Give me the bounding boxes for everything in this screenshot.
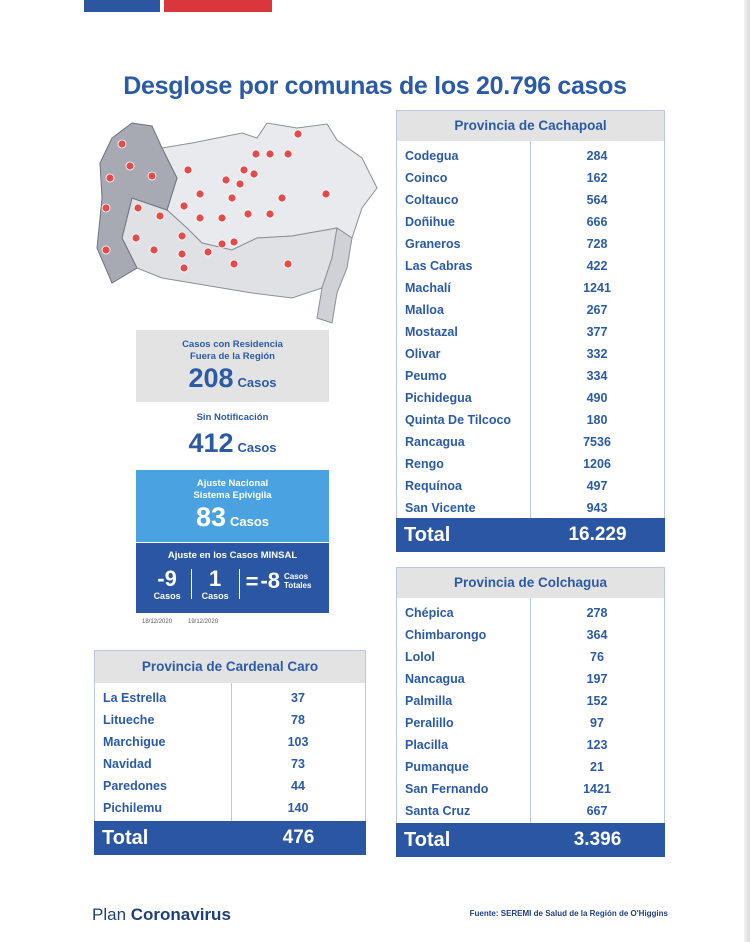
map-pin [118, 140, 126, 148]
map-pin [278, 194, 286, 202]
map-pin [222, 176, 230, 184]
table-cell-name: Olivar [405, 347, 441, 361]
table-cell-value: 564 [586, 193, 608, 207]
ajuste-minsal-divider [191, 569, 192, 599]
map-pin [156, 212, 164, 220]
table-colchagua-total [396, 823, 665, 857]
page-title: Desglose por comunas de los 20.796 casos [123, 72, 627, 100]
table-cachapoal-total [396, 518, 665, 552]
table-cell-name: Litueche [103, 713, 155, 727]
table-cell-name: Chimbarongo [405, 628, 487, 642]
ajuste-minsal-total-value: -8 [260, 568, 281, 593]
table-divider [530, 141, 531, 519]
map-pin [252, 150, 260, 158]
map-pin [218, 214, 226, 222]
table-cell-name: Chépica [405, 606, 454, 620]
table-cell-value: 267 [586, 303, 608, 317]
table-cell-value: 1421 [583, 782, 611, 796]
table-cell-name: San Fernando [405, 782, 489, 796]
ajuste-minsal-b-value: 1 [208, 566, 222, 591]
table-cell-value: 76 [590, 650, 604, 664]
map-pin [196, 214, 204, 222]
table-divider [231, 683, 232, 823]
table-total-value: 16.229 [568, 524, 627, 545]
map-pin [102, 246, 110, 254]
map-pin [148, 172, 156, 180]
table-cell-value: 422 [586, 259, 608, 273]
map-pin [102, 204, 110, 212]
table-row [95, 797, 365, 819]
table-cell-value: 278 [586, 606, 608, 620]
table-cell-value: 180 [586, 413, 608, 427]
map-pin [284, 150, 292, 158]
footer-plan-bold: Coronavirus [130, 905, 231, 924]
table-colchagua-title: Provincia de Colchagua [397, 568, 664, 598]
footer-plan [92, 905, 231, 925]
table-cell-value: 7536 [583, 435, 611, 449]
top-bar-blue [84, 0, 160, 12]
ajuste-nacional-value: 83 [195, 502, 226, 532]
fuera-region-label-1: Casos con Residencia [182, 339, 283, 350]
map-pin [204, 248, 212, 256]
table-cell-name: Doñihue [405, 215, 455, 229]
map-pin [132, 234, 140, 242]
ajuste-minsal-b [202, 567, 229, 601]
map-pin [178, 232, 186, 240]
sin-notificacion-label: Sin Notificación [196, 412, 269, 423]
table-cell-value: 1206 [583, 457, 611, 471]
table-row [95, 775, 365, 797]
ajuste-minsal-b-date: 19/12/2020 [188, 619, 219, 625]
table-cell-name: Quinta De Tilcoco [405, 413, 512, 427]
ajuste-nacional-label-2: Sistema Epivigila [193, 490, 272, 501]
sin-notificacion-box [136, 406, 329, 466]
table-row [95, 753, 365, 775]
table-total-value: 476 [282, 827, 315, 848]
ajuste-minsal-equals: = [245, 569, 259, 594]
table-cell-value: 97 [590, 716, 604, 730]
map-pin [230, 238, 238, 246]
map-pin [284, 260, 292, 268]
table-cell-value: 78 [291, 713, 305, 727]
table-cell-name: Coltauco [405, 193, 459, 207]
table-cell-name: Peralillo [405, 716, 454, 730]
table-cardenal-caro [94, 650, 366, 855]
ajuste-nacional-label-1: Ajuste Nacional [196, 478, 269, 489]
sin-notificacion-value: 412 [188, 428, 234, 458]
table-cell-value: 140 [287, 801, 309, 815]
map-pin [322, 190, 330, 198]
ajuste-minsal-label: Ajuste en los Casos MINSAL [167, 550, 298, 561]
table-cell-name: Rengo [405, 457, 444, 471]
ajuste-minsal-box [136, 543, 329, 613]
table-cell-name: Lolol [405, 650, 435, 664]
table-cell-name: Coinco [405, 171, 448, 185]
fuera-region-value: 208 [188, 363, 234, 393]
table-cell-name: Paredones [103, 779, 167, 793]
table-row [95, 731, 365, 753]
footer-source: Fuente: SEREMI de Salud de la Región de O'Higgins [469, 909, 668, 918]
table-cell-name: Requínoa [405, 479, 462, 493]
footer-plan-prefix: Plan [92, 905, 127, 924]
table-cell-name: Pichilemu [103, 801, 163, 815]
table-cell-name: Pumanque [405, 760, 469, 774]
table-cell-value: 44 [291, 779, 305, 793]
map-pin [218, 240, 226, 248]
ajuste-minsal-total-unit [284, 572, 311, 590]
table-total-label: Total [404, 523, 451, 546]
table-colchagua [396, 567, 665, 857]
table-cell-name: Santa Cruz [405, 804, 471, 818]
map-pin [150, 246, 158, 254]
ajuste-nacional-box [136, 470, 329, 542]
table-cell-name: San Vicente [405, 501, 476, 515]
table-cell-name: Placilla [405, 738, 449, 752]
table-cell-name: Mostazal [405, 325, 458, 339]
table-cell-value: 152 [586, 694, 608, 708]
table-cell-name: Codegua [405, 149, 459, 163]
table-cell-value: 728 [586, 237, 608, 251]
map-pin [228, 194, 236, 202]
top-bar-red [164, 0, 272, 12]
table-cachapoal-title: Provincia de Cachapoal [397, 111, 664, 141]
table-cell-value: 943 [586, 501, 608, 515]
table-total-label: Total [102, 826, 149, 849]
table-row [95, 687, 365, 709]
ajuste-minsal-b-unit: Casos [201, 591, 229, 601]
table-cell-name: Las Cabras [405, 259, 473, 273]
table-cell-value: 332 [586, 347, 608, 361]
table-cell-value: 197 [586, 672, 608, 686]
ajuste-minsal-a-date: 18/12/2020 [142, 619, 173, 625]
table-cell-value: 334 [586, 369, 608, 383]
map-pin [250, 170, 258, 178]
fuera-region-box [136, 330, 329, 402]
table-cell-name: Marchigue [103, 735, 166, 749]
map-pin [196, 190, 204, 198]
table-cardenal-caro-title: Provincia de Cardenal Caro [95, 651, 365, 683]
table-cell-value: 73 [291, 757, 305, 771]
table-cell-value: 21 [590, 760, 604, 774]
ajuste-minsal-total-unit-2: Totales [284, 581, 312, 590]
map-pin [244, 210, 252, 218]
ajuste-minsal-a-unit: Casos [153, 591, 181, 601]
map-pin [266, 210, 274, 218]
table-cell-value: 1241 [583, 281, 611, 295]
table-cell-value: 490 [586, 391, 608, 405]
map-pin [126, 162, 134, 170]
sin-notificacion-unit: Casos [237, 440, 277, 455]
map-pin [184, 166, 192, 174]
table-cell-value: 284 [586, 149, 608, 163]
map-pin [178, 250, 186, 258]
table-cell-name: Graneros [405, 237, 461, 251]
table-cachapoal [396, 110, 665, 552]
table-cell-value: 364 [586, 628, 608, 642]
table-cell-value: 667 [586, 804, 608, 818]
map-pin [180, 264, 188, 272]
map-pin [106, 174, 114, 182]
fuera-region-unit: Casos [237, 375, 277, 390]
table-cell-name: Rancagua [405, 435, 465, 449]
ajuste-minsal-row [136, 567, 329, 601]
table-cell-value: 123 [586, 738, 608, 752]
table-cell-name: Malloa [405, 303, 444, 317]
table-total-value: 3.396 [573, 829, 622, 850]
map-pin [236, 180, 244, 188]
table-cell-name: Machalí [405, 281, 451, 295]
region-map-icon [92, 118, 382, 328]
ajuste-minsal-a [154, 567, 181, 601]
map-pin [230, 260, 238, 268]
table-cardenal-caro-total [94, 821, 366, 855]
page-edge-shadow [744, 0, 750, 942]
map-region-cachapoal [162, 123, 377, 250]
map-pin [266, 150, 274, 158]
table-cell-name: Peumo [405, 369, 447, 383]
table-cell-name: Palmilla [405, 694, 453, 708]
table-cell-name: Nancagua [405, 672, 465, 686]
map-pin [180, 202, 188, 210]
map-pin [294, 130, 302, 138]
ajuste-minsal-a-value: -9 [157, 566, 177, 591]
map-pin [240, 166, 248, 174]
table-total-label: Total [404, 828, 451, 851]
table-cell-name: La Estrella [103, 691, 167, 705]
fuera-region-label-2: Fuera de la Región [190, 351, 275, 362]
table-cell-value: 497 [586, 479, 608, 493]
table-cell-value: 377 [586, 325, 608, 339]
ajuste-minsal-divider [239, 569, 240, 599]
ajuste-nacional-unit: Casos [230, 514, 270, 529]
table-cell-value: 162 [586, 171, 608, 185]
ajuste-minsal-total-unit-1: Casos [284, 572, 309, 581]
top-color-bar [84, 0, 272, 12]
table-divider [530, 598, 531, 824]
map-pin [134, 204, 142, 212]
table-row [95, 709, 365, 731]
table-cardenal-caro-rows [95, 683, 365, 819]
table-cell-name: Pichidegua [405, 391, 472, 405]
table-cell-name: Navidad [103, 757, 152, 771]
table-cell-value: 37 [291, 691, 305, 705]
table-cell-value: 666 [586, 215, 608, 229]
table-cell-value: 103 [287, 735, 309, 749]
